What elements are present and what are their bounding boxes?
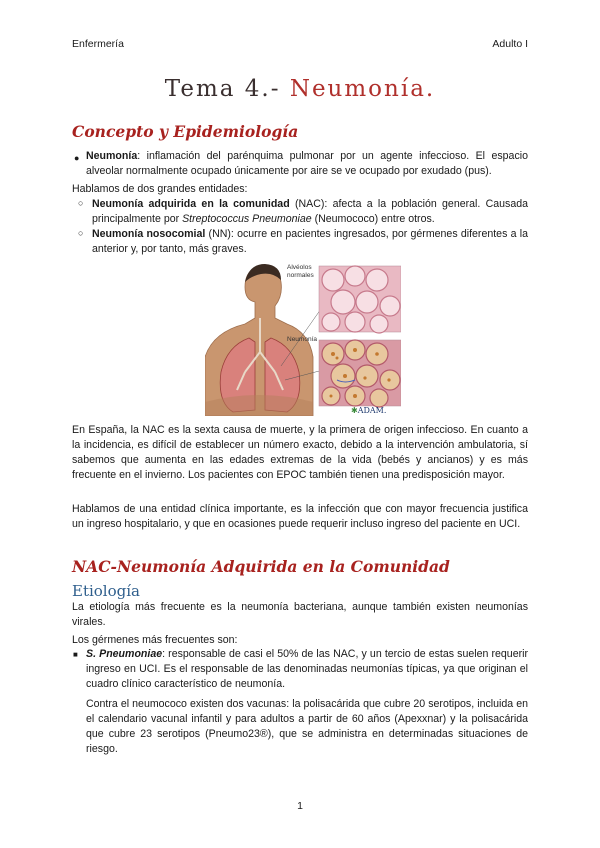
sub-bullet-nac: Neumonía adquirida en la comunidad (NAC): afecta a la población general. Causada principalmente por Streptococcus Pneumoniae (Neumococo) entre otros. <box>92 198 528 225</box>
paragraph-entidad-clinica: Hablamos de una entidad clínica importante, es la infección que con mayor frecuencia justifica un ingreso hospitalario, y que en ocasiones puede requerir incluso ingreso del paciente en UCI. <box>72 503 528 530</box>
paragraph-germenes: Los gérmenes más frecuentes son: <box>72 634 238 646</box>
intro-text: Hablamos de dos grandes entidades: <box>72 183 248 195</box>
paragraph-etiologia: La etiología más frecuente es la neumonía bacteriana, aunque también existen neumonías virales. <box>72 601 528 628</box>
bullet-dot-icon: ● <box>74 153 80 163</box>
header-left: Enfermería <box>72 38 124 50</box>
label-alveolos-normales: Alvéolos normales <box>287 264 314 279</box>
page-number: 1 <box>297 800 303 812</box>
sub-bullet-circle-icon: ○ <box>78 198 84 208</box>
paragraph-epidemiologia: En España, la NAC es la sexta causa de muerte, y la primera de origen infeccioso. En cuanto a la incidencia, es difícil de establecer un número exacto, debido a la intervención ambulatoria, sí sabemos que aumenta en las edades extremas de la vida (bebés y ancianos) y es más frecuente en el invierno. Los pacientes con EPOC también tienen una predisposición mayor. <box>72 424 528 481</box>
sub-bullet-circle-icon: ○ <box>78 228 84 238</box>
bullet-neumonia: Neumonía: inflamación del parénquima pulmonar por un agente infeccioso. El espacio alveolar normalmente ocupado únicamente por aire se ve ocupado por exudado (pus). <box>86 150 528 177</box>
section-heading-nac: NAC-Neumonía Adquirida en la Comunidad <box>72 557 450 576</box>
section-heading-concepto: Concepto y Epidemiología <box>72 122 299 141</box>
page-title <box>0 76 600 102</box>
header-right: Adulto I <box>492 38 528 50</box>
bullet-square-icon: ■ <box>73 650 78 659</box>
paragraph-vacunas: Contra el neumococo existen dos vacunas: la polisacárida que cubre 20 serotipos, incluida en el calendario vacunal infantil y para adultos a partir de 60 años (Apexxnar) y la polisacárida que cubre 23 serotipos (Pneumo23®), que se administra en determinadas situaciones de riesgo. <box>86 698 528 755</box>
adam-star-icon: ✱ <box>351 406 358 415</box>
bullet-s-pneumoniae: S. Pneumoniae: responsable de casi el 50% de las NAC, y un tercio de estas suelen requerir ingreso en UCI. Es el responsable de las denominadas neumonías típicas, ya que originan el cuadro clínico característico de neumonía. <box>86 648 529 690</box>
lungs-illustration <box>205 262 401 416</box>
title-part1: Tema 4.- <box>164 76 281 102</box>
label-neumonia: Neumonía <box>287 336 317 343</box>
subheading-etiologia: Etiología <box>72 582 140 600</box>
sub-bullet-nn: Neumonía nosocomial (NN): ocurre en pacientes ingresados, por gérmenes diferentes a la anterior y, por tanto, más graves. <box>92 228 528 255</box>
adam-logo: ✱ADAM. <box>351 406 387 415</box>
title-part2: Neumonía. <box>289 76 436 102</box>
